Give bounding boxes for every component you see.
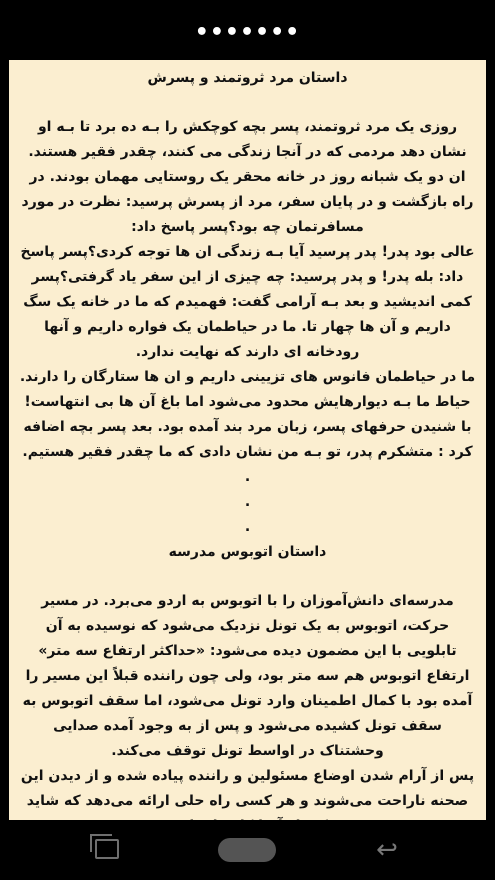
separator-dot: . [244,494,251,510]
recent-apps-icon[interactable] [95,839,119,859]
story-text-container [9,60,486,839]
back-icon[interactable]: ↩ [376,835,398,865]
story-paragraph: ارتفاع اتوبوس هم سه متر بود، ولی چون راننده قبلاً این مسیر را آمده بود با کمال اطمینان وارد تونل می‌شود، اما سقف اتوبوس به سقف تونل کشیده می‌شود و پس از به وجود آمده صدایی وحشتناک در اواسط تونل توقف می‌کند. [22,668,473,759]
story-title: داستان مرد ثروتمند و پسرش [147,70,348,86]
home-button[interactable] [218,838,276,862]
separator-dot: . [244,519,251,535]
story-paragraph: ان دو یک شبانه روز در خانه محقر یک روستایی مهمان بودند. در راه بازگشت و در پایان سفر، مرد از پسرش پرسید: نظرت در مورد مسافرتمان چه بود؟پسر پاسخ داد: [21,169,474,235]
status-indicator-dots: ••••••• [194,20,301,45]
story-paragraph: عالی بود پدر! پدر پرسید آیا بـه زندگی ان ها توجه کردی؟پسر پاسخ داد: بله پدر! و پدر پرسید: چه چیزی از این سفر یاد گرفتی؟پسر کمی اندیشید و بعد بـه آرامی گفت: فهمیدم که ما در خانه یک سگ داریم و آن ها چهار تا. ما در حیاطمان یک فواره داریم و آنها رودخانه ای دارند که نهایت ندارد. [20,244,475,360]
story-title: داستان اتوبوس مدرسه [168,544,327,560]
status-bar [0,0,495,60]
separator-dot: . [244,469,251,485]
story-paragraph: مدرسه‌ای دانش‌آموزان را با اتوبوس به اردو می‌برد. در مسیر حرکت، اتوبوس به یک تونل نزدیک می‌شود که نوسیده به آن تابلویی با این مضمون دیده می‌شود: «حداکثر ارتفاع سه متر» [38,593,457,659]
spacer [19,564,476,589]
story-scroll-view[interactable] [9,60,486,820]
spacer [19,90,476,115]
story-paragraph: پس از آرام شدن اوضاع مسئولین و راننده پیاده شده و از دیدن این صحنه ناراحت می‌شوند و هر کسی راه حلی ارائه می‌دهد که شاید [20,768,475,809]
story-paragraph: ما در حیاطمان فانوس های تزیینی داریم و ان ها ستارگان را دارند. [19,369,476,385]
story-paragraph: حیاط ما بـه دیوارهایش محدود می‌شود اما باغ آن ها بی انتهاست! با شنیدن حرفهای پسر، زبان مرد بند آمده بود. بعد پسر بچه اضافه کرد : متشکرم پدر، تو بـه من نشان دادی که ما چقدر فقیر هستیم. [22,394,473,460]
story-paragraph: روزی یک مرد ثروتمند، پسر بچه کوچکش را بـه ده برد تا بـه او نشان دهد مردمی که در آنجا زندگی می کنند، چقدر فقیر هستند. [28,119,467,160]
